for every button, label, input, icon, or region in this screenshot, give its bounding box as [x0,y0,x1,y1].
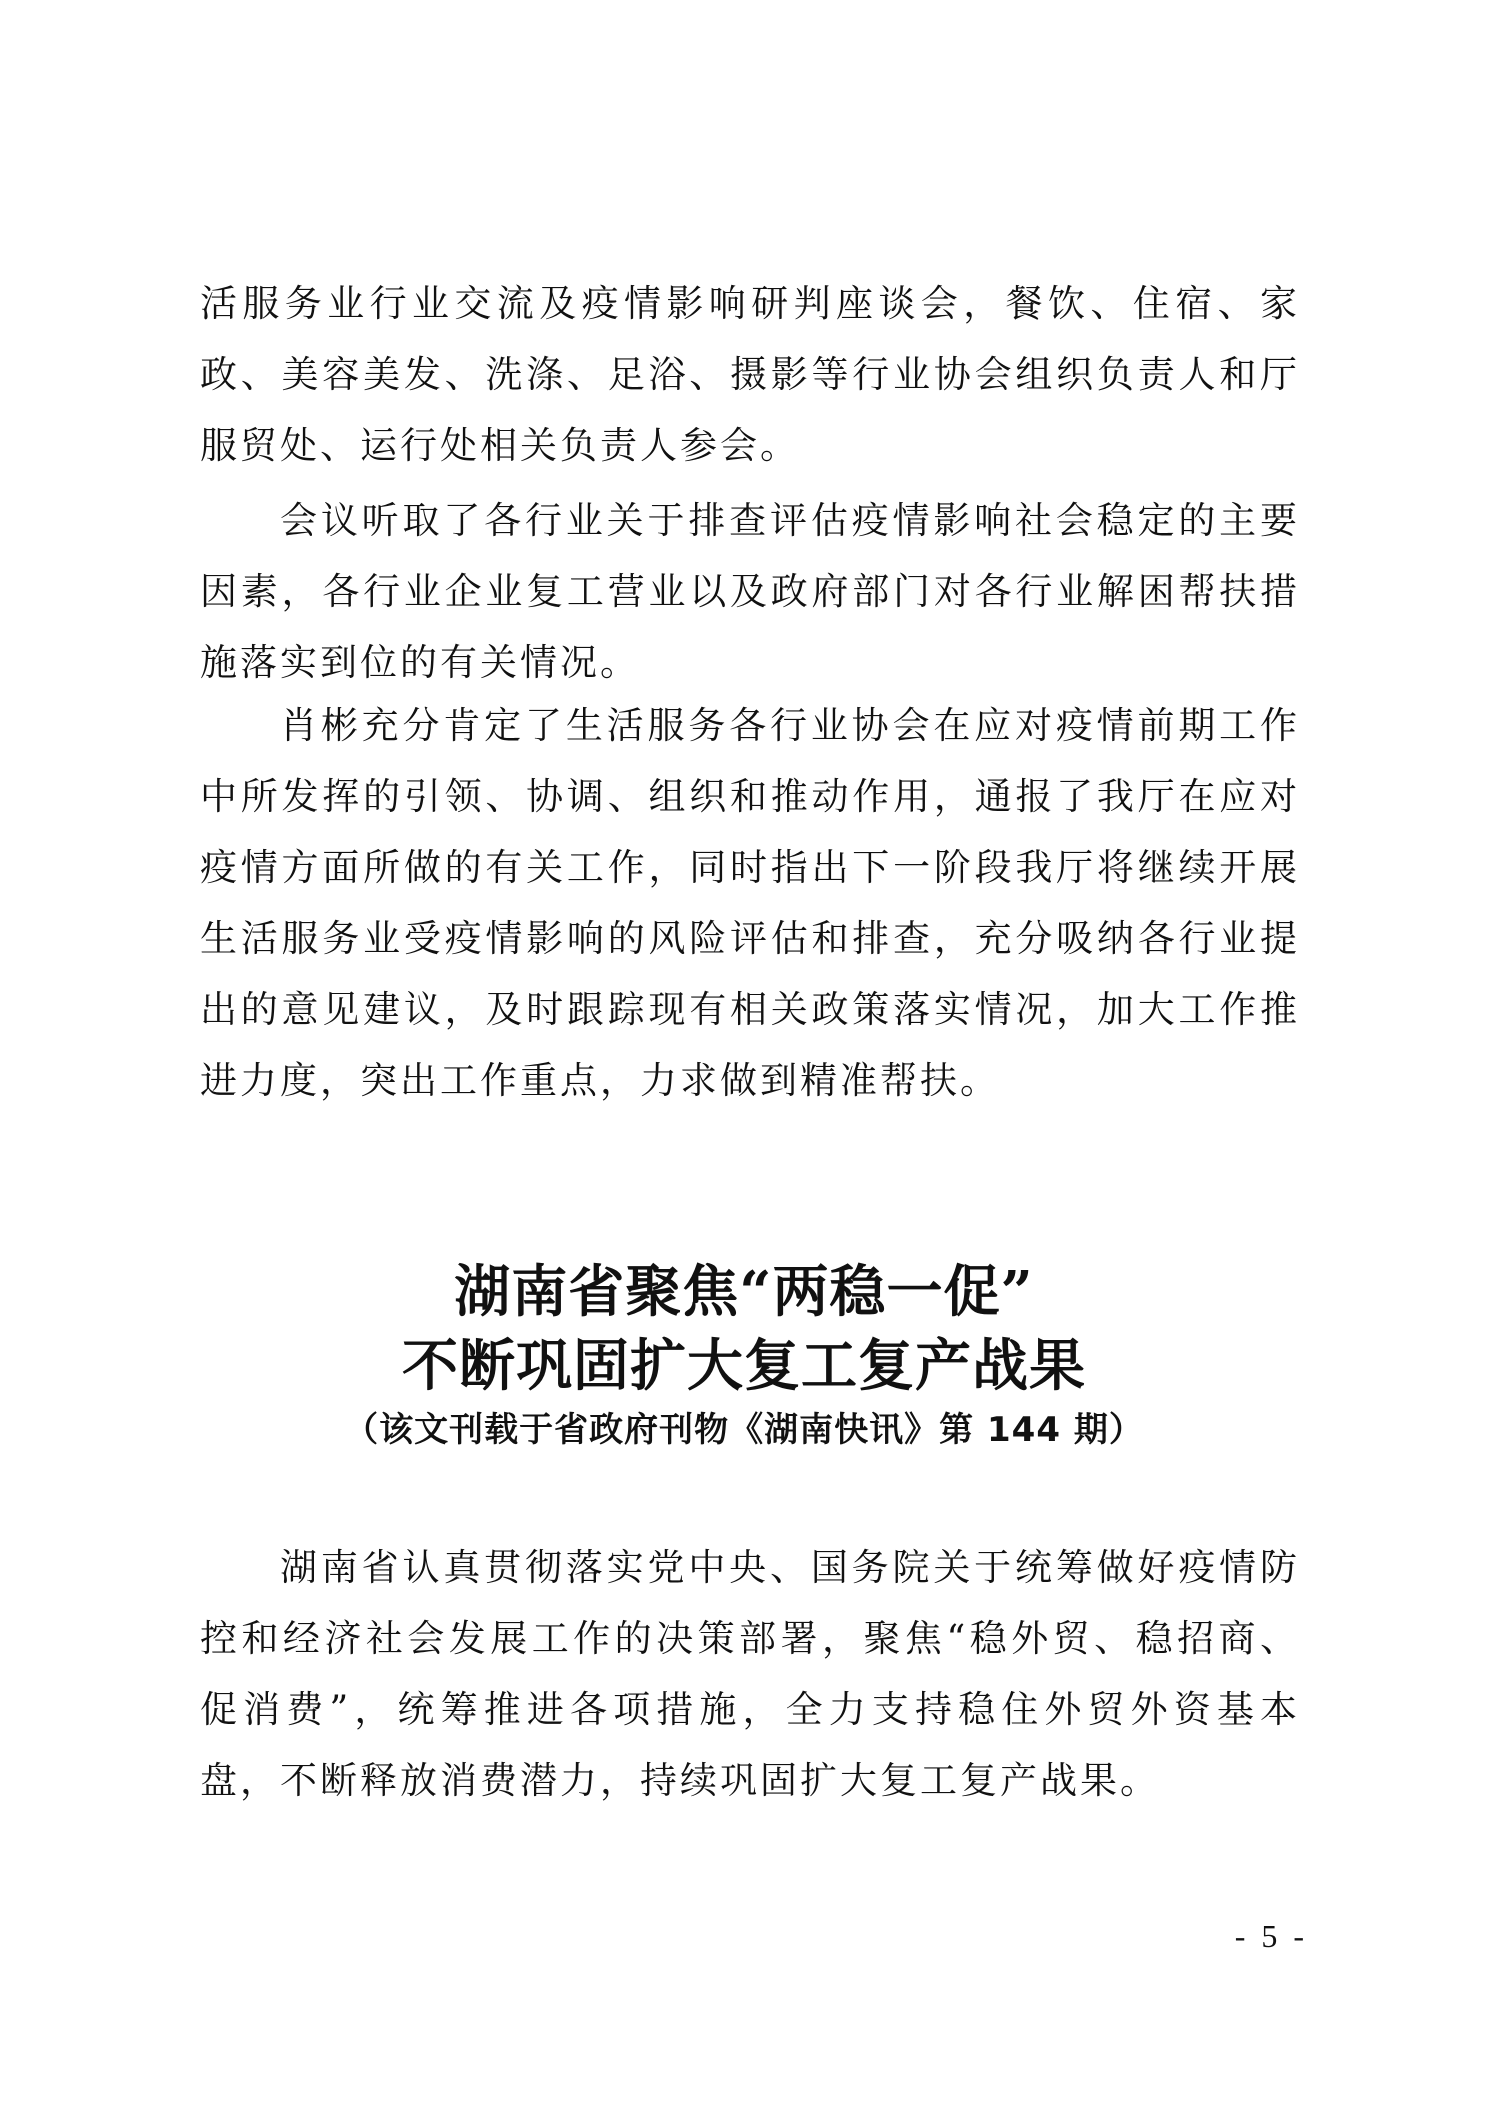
page-number: - 5 - [1234,1918,1308,1954]
article-title-line-1: 湖南省聚焦“两稳一促” [454,1259,1034,1325]
body-paragraph-meeting-report: 会议听取了各行业关于排查评估疫情影响社会稳定的主要因素，各行业企业复工营业以及政府部门对各行业解困帮扶措施落实到位的有关情况。 [200,499,1300,684]
body-paragraph-continued: 活服务业行业交流及疫情影响研判座谈会，餐饮、住宿、家政、美容美发、洗涤、足浴、摄影等行业协会组织负责人和厅服贸处、运行处相关负责人参会。 [200,282,1300,467]
article-title-line-2: 不断巩固扩大复工复产战果 [402,1333,1086,1399]
body-paragraph-speech-summary: 肖彬充分肯定了生活服务各行业协会在应对疫情前期工作中所发挥的引领、协调、组织和推动作用，通报了我厅在应对疫情方面所做的有关工作，同时指出下一阶段我厅将继续开展生活服务业受疫情影响的风险评估和排查，充分吸纳各行业提出的意见建议，及时跟踪现有相关政策落实情况，加大工作推进力度，突出工作重点，力求做到精准帮扶。 [200,704,1300,1102]
article-subtitle: （该文刊载于省政府刊物《湖南快讯》第 144 期） [344,1410,1144,1450]
article-paragraph-intro: 湖南省认真贯彻落实党中央、国务院关于统筹做好疫情防控和经济社会发展工作的决策部署，聚焦“稳外贸、稳招商、促消费”，统筹推进各项措施，全力支持稳住外贸外资基本盘，不断释放消费潜力，持续巩固扩大复工复产战果。 [200,1546,1300,1802]
